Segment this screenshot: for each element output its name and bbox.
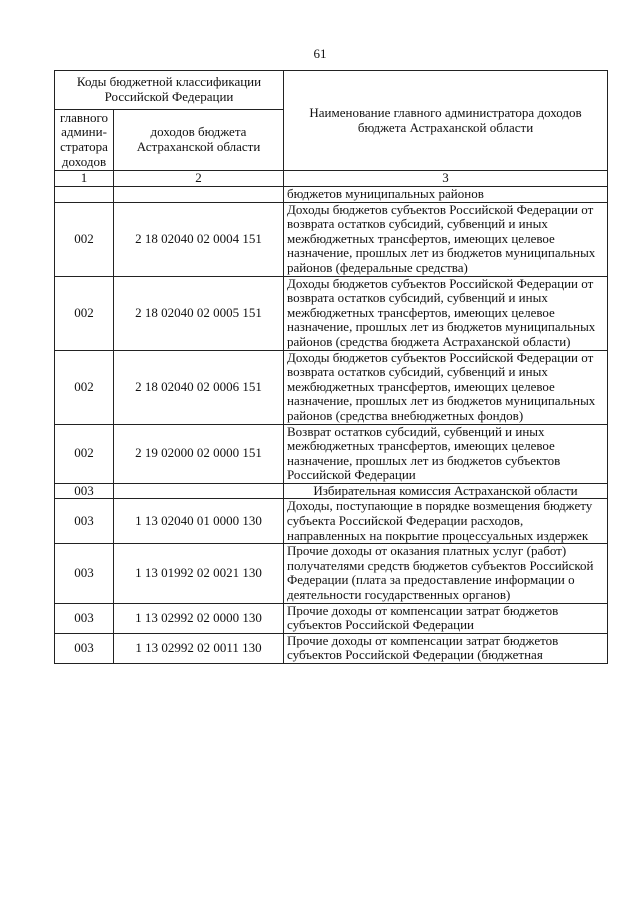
revenue-name: Доходы бюджетов субъектов Российской Федерации от возврата остатков субсидий, субвенций и иных межбюджетных трансфертов, имеющих целевое назначение, прошлых лет из бюджетов муниципальных районов (федеральные средства) bbox=[284, 202, 608, 276]
table-header bbox=[55, 71, 608, 187]
table-row bbox=[55, 544, 608, 603]
revenue-code: 2 18 02040 02 0006 151 bbox=[114, 350, 284, 424]
col3-index: 3 bbox=[284, 171, 608, 187]
revenue-code: 1 13 02040 01 0000 130 bbox=[114, 499, 284, 544]
admin-code: 003 bbox=[55, 483, 114, 499]
revenue-name: Прочие доходы от оказания платных услуг (работ) получателями средств бюджетов субъектов Российской Федерации (плата за предоставление информации о деятельности государственных органов) bbox=[284, 544, 608, 603]
table-row bbox=[55, 483, 608, 499]
admin-code: 003 bbox=[55, 499, 114, 544]
admin-code: 002 bbox=[55, 350, 114, 424]
administrator-heading: Избирательная комиссия Астраханской области bbox=[284, 483, 608, 499]
col3-title: Наименование главного администратора доходов бюджета Астраханской области bbox=[284, 71, 608, 171]
table-row bbox=[55, 603, 608, 633]
admin-code: 002 bbox=[55, 424, 114, 483]
admin-code: 002 bbox=[55, 276, 114, 350]
revenue-name: Доходы, поступающие в порядке возмещения бюджету субъекта Российской Федерации расходов, направленных на покрытие процессуальных издержек bbox=[284, 499, 608, 544]
revenue-code: 1 13 02992 02 0011 130 bbox=[114, 633, 284, 663]
revenue-code: 1 13 01992 02 0021 130 bbox=[114, 544, 284, 603]
revenue-name: Доходы бюджетов субъектов Российской Федерации от возврата остатков субсидий, субвенций и иных межбюджетных трансфертов, имеющих целевое назначение, прошлых лет из бюджетов муниципальных районов (средства внебюджетных фондов) bbox=[284, 350, 608, 424]
col1-title: главного админи-стратора доходов bbox=[55, 110, 114, 171]
admin-code: 002 bbox=[55, 202, 114, 276]
table-row bbox=[55, 187, 608, 203]
table-row bbox=[55, 276, 608, 350]
page-number: 61 bbox=[313, 46, 327, 61]
col1-index: 1 bbox=[55, 171, 114, 187]
table-row bbox=[55, 633, 608, 663]
revenue-name: Прочие доходы от компенсации затрат бюджетов субъектов Российской Федерации (бюджетная bbox=[284, 633, 608, 663]
revenue-code: 2 18 02040 02 0005 151 bbox=[114, 276, 284, 350]
revenue-name: Доходы бюджетов субъектов Российской Федерации от возврата остатков субсидий, субвенций и иных межбюджетных трансфертов, имеющих целевое назначение, прошлых лет из бюджетов муниципальных районов (средства бюджета Астраханской области) bbox=[284, 276, 608, 350]
admin-code: 003 bbox=[55, 633, 114, 663]
revenue-code: 2 19 02000 02 0000 151 bbox=[114, 424, 284, 483]
table-row bbox=[55, 424, 608, 483]
col2-index: 2 bbox=[114, 171, 284, 187]
revenue-name: бюджетов муниципальных районов bbox=[284, 187, 608, 203]
revenue-name: Прочие доходы от компенсации затрат бюджетов субъектов Российской Федерации bbox=[284, 603, 608, 633]
admin-code: 003 bbox=[55, 544, 114, 603]
admin-code bbox=[55, 187, 114, 203]
revenue-code: 2 18 02040 02 0004 151 bbox=[114, 202, 284, 276]
table-row bbox=[55, 202, 608, 276]
admin-code: 003 bbox=[55, 603, 114, 633]
col2-title: доходов бюджета Астраханской области bbox=[114, 110, 284, 171]
group-title: Коды бюджетной классификации Российской Федерации bbox=[55, 71, 284, 110]
revenue-code bbox=[114, 483, 284, 499]
budget-classification-table bbox=[54, 70, 608, 664]
revenue-code: 1 13 02992 02 0000 130 bbox=[114, 603, 284, 633]
revenue-code bbox=[114, 187, 284, 203]
revenue-name: Возврат остатков субсидий, субвенций и иных межбюджетных трансфертов, имеющих целевое назначение, прошлых лет из бюджетов субъектов Российской Федерации bbox=[284, 424, 608, 483]
table-row bbox=[55, 350, 608, 424]
table-row bbox=[55, 499, 608, 544]
